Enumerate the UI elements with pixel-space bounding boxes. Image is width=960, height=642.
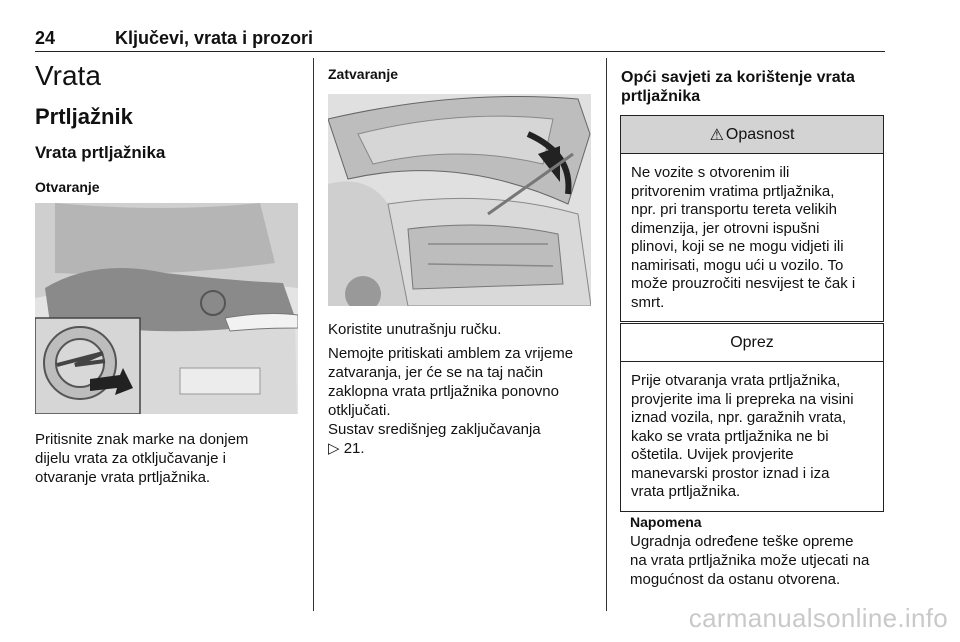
- closing-heading: Zatvaranje: [328, 66, 399, 82]
- text-line: zaklopna vrata prtljažnika ponovno: [328, 383, 559, 400]
- text-line: Sustav središnjeg zaključavanja: [328, 421, 541, 438]
- caption-line: dijelu vrata za otključavanje i: [35, 450, 226, 467]
- section-heading: Prtljažnik: [35, 104, 133, 129]
- text-line: otključati.: [328, 402, 391, 419]
- text-line: oštetila. Uvijek provjerite: [631, 446, 794, 463]
- general-advice-heading: [621, 68, 883, 106]
- text-line: vrata prtljažnika.: [631, 483, 741, 500]
- text-line: može prouzročiti nesvijest te čak i: [631, 275, 856, 292]
- note-body: [630, 532, 888, 589]
- tailgate-opening-illustration: [35, 203, 298, 414]
- note-title: Napomena: [630, 514, 702, 530]
- opening-heading: Otvaranje: [35, 179, 100, 195]
- closing-instruction: Koristite unutrašnju ručku.: [328, 321, 502, 338]
- column-divider-2: [606, 58, 607, 611]
- tailgate-closing-illustration: [328, 94, 591, 306]
- text-line: Prije otvaranja vrata prtljažnika,: [631, 372, 841, 389]
- heading-line: prtljažnika: [621, 88, 701, 105]
- danger-box: [620, 115, 884, 322]
- arrow-reference-icon: ▷: [328, 440, 340, 457]
- text-line: provjerite ima li prepreka na visini: [631, 390, 854, 408]
- column-divider-1: [313, 58, 314, 611]
- caution-box-header: [621, 324, 883, 362]
- page-header: [35, 28, 885, 52]
- danger-title: Opasnost: [725, 125, 795, 143]
- caution-box: [620, 323, 884, 512]
- chapter-heading: Vrata: [35, 60, 101, 91]
- reference-page-link[interactable]: 21.: [343, 440, 365, 457]
- text-line: zatvaranja, jer će se na taj način: [328, 364, 544, 381]
- text-line: manevarski prostor iznad i iza: [631, 464, 830, 482]
- danger-box-header: [621, 116, 883, 154]
- watermark: carmanualsonline.info: [688, 603, 948, 633]
- running-title: Ključevi, vrata i prozori: [115, 28, 314, 48]
- central-locking-reference: [328, 420, 600, 458]
- warning-triangle-icon: ⚠: [709, 126, 724, 144]
- text-line: Ne vozite s otvorenim ili: [631, 164, 790, 181]
- page-number: 24: [35, 28, 56, 48]
- text-line: mogućnost da ostanu otvorena.: [630, 571, 841, 588]
- closing-warning-text: [328, 344, 600, 420]
- text-line: iznad vozila, npr. garažnih vrata,: [631, 409, 847, 426]
- opening-caption: [35, 430, 305, 487]
- text-line: namirisati, mogu ući u vozilo. To: [631, 256, 844, 274]
- danger-box-body: [621, 154, 883, 321]
- text-line: Ugradnja određene teške opreme: [630, 533, 854, 550]
- text-line: plinovi, koji se ne mogu vidjeti ili: [631, 238, 844, 255]
- heading-line: Opći savjeti za korištenje vrata: [621, 69, 855, 86]
- caution-box-body: [621, 362, 883, 511]
- text-line: kako se vrata prtljažnika ne bi: [631, 427, 829, 445]
- caption-line: Pritisnite znak marke na donjem: [35, 431, 249, 448]
- header-rule: [35, 51, 885, 52]
- text-line: Nemojte pritiskati amblem za vrijeme: [328, 345, 574, 362]
- text-line: smrt.: [631, 293, 665, 311]
- text-line: dimenzija, jer otrovni ispušni: [631, 219, 820, 237]
- text-line: npr. pri transportu tereta velikih: [631, 201, 837, 218]
- subsection-heading: Vrata prtljažnika: [35, 143, 166, 162]
- caption-line: otvaranje vrata prtljažnika.: [35, 469, 211, 486]
- text-line: pritvorenim vratima prtljažnika,: [631, 182, 835, 200]
- caution-title: Oprez: [730, 333, 774, 351]
- text-line: na vrata prtljažnika može utjecati na: [630, 552, 870, 569]
